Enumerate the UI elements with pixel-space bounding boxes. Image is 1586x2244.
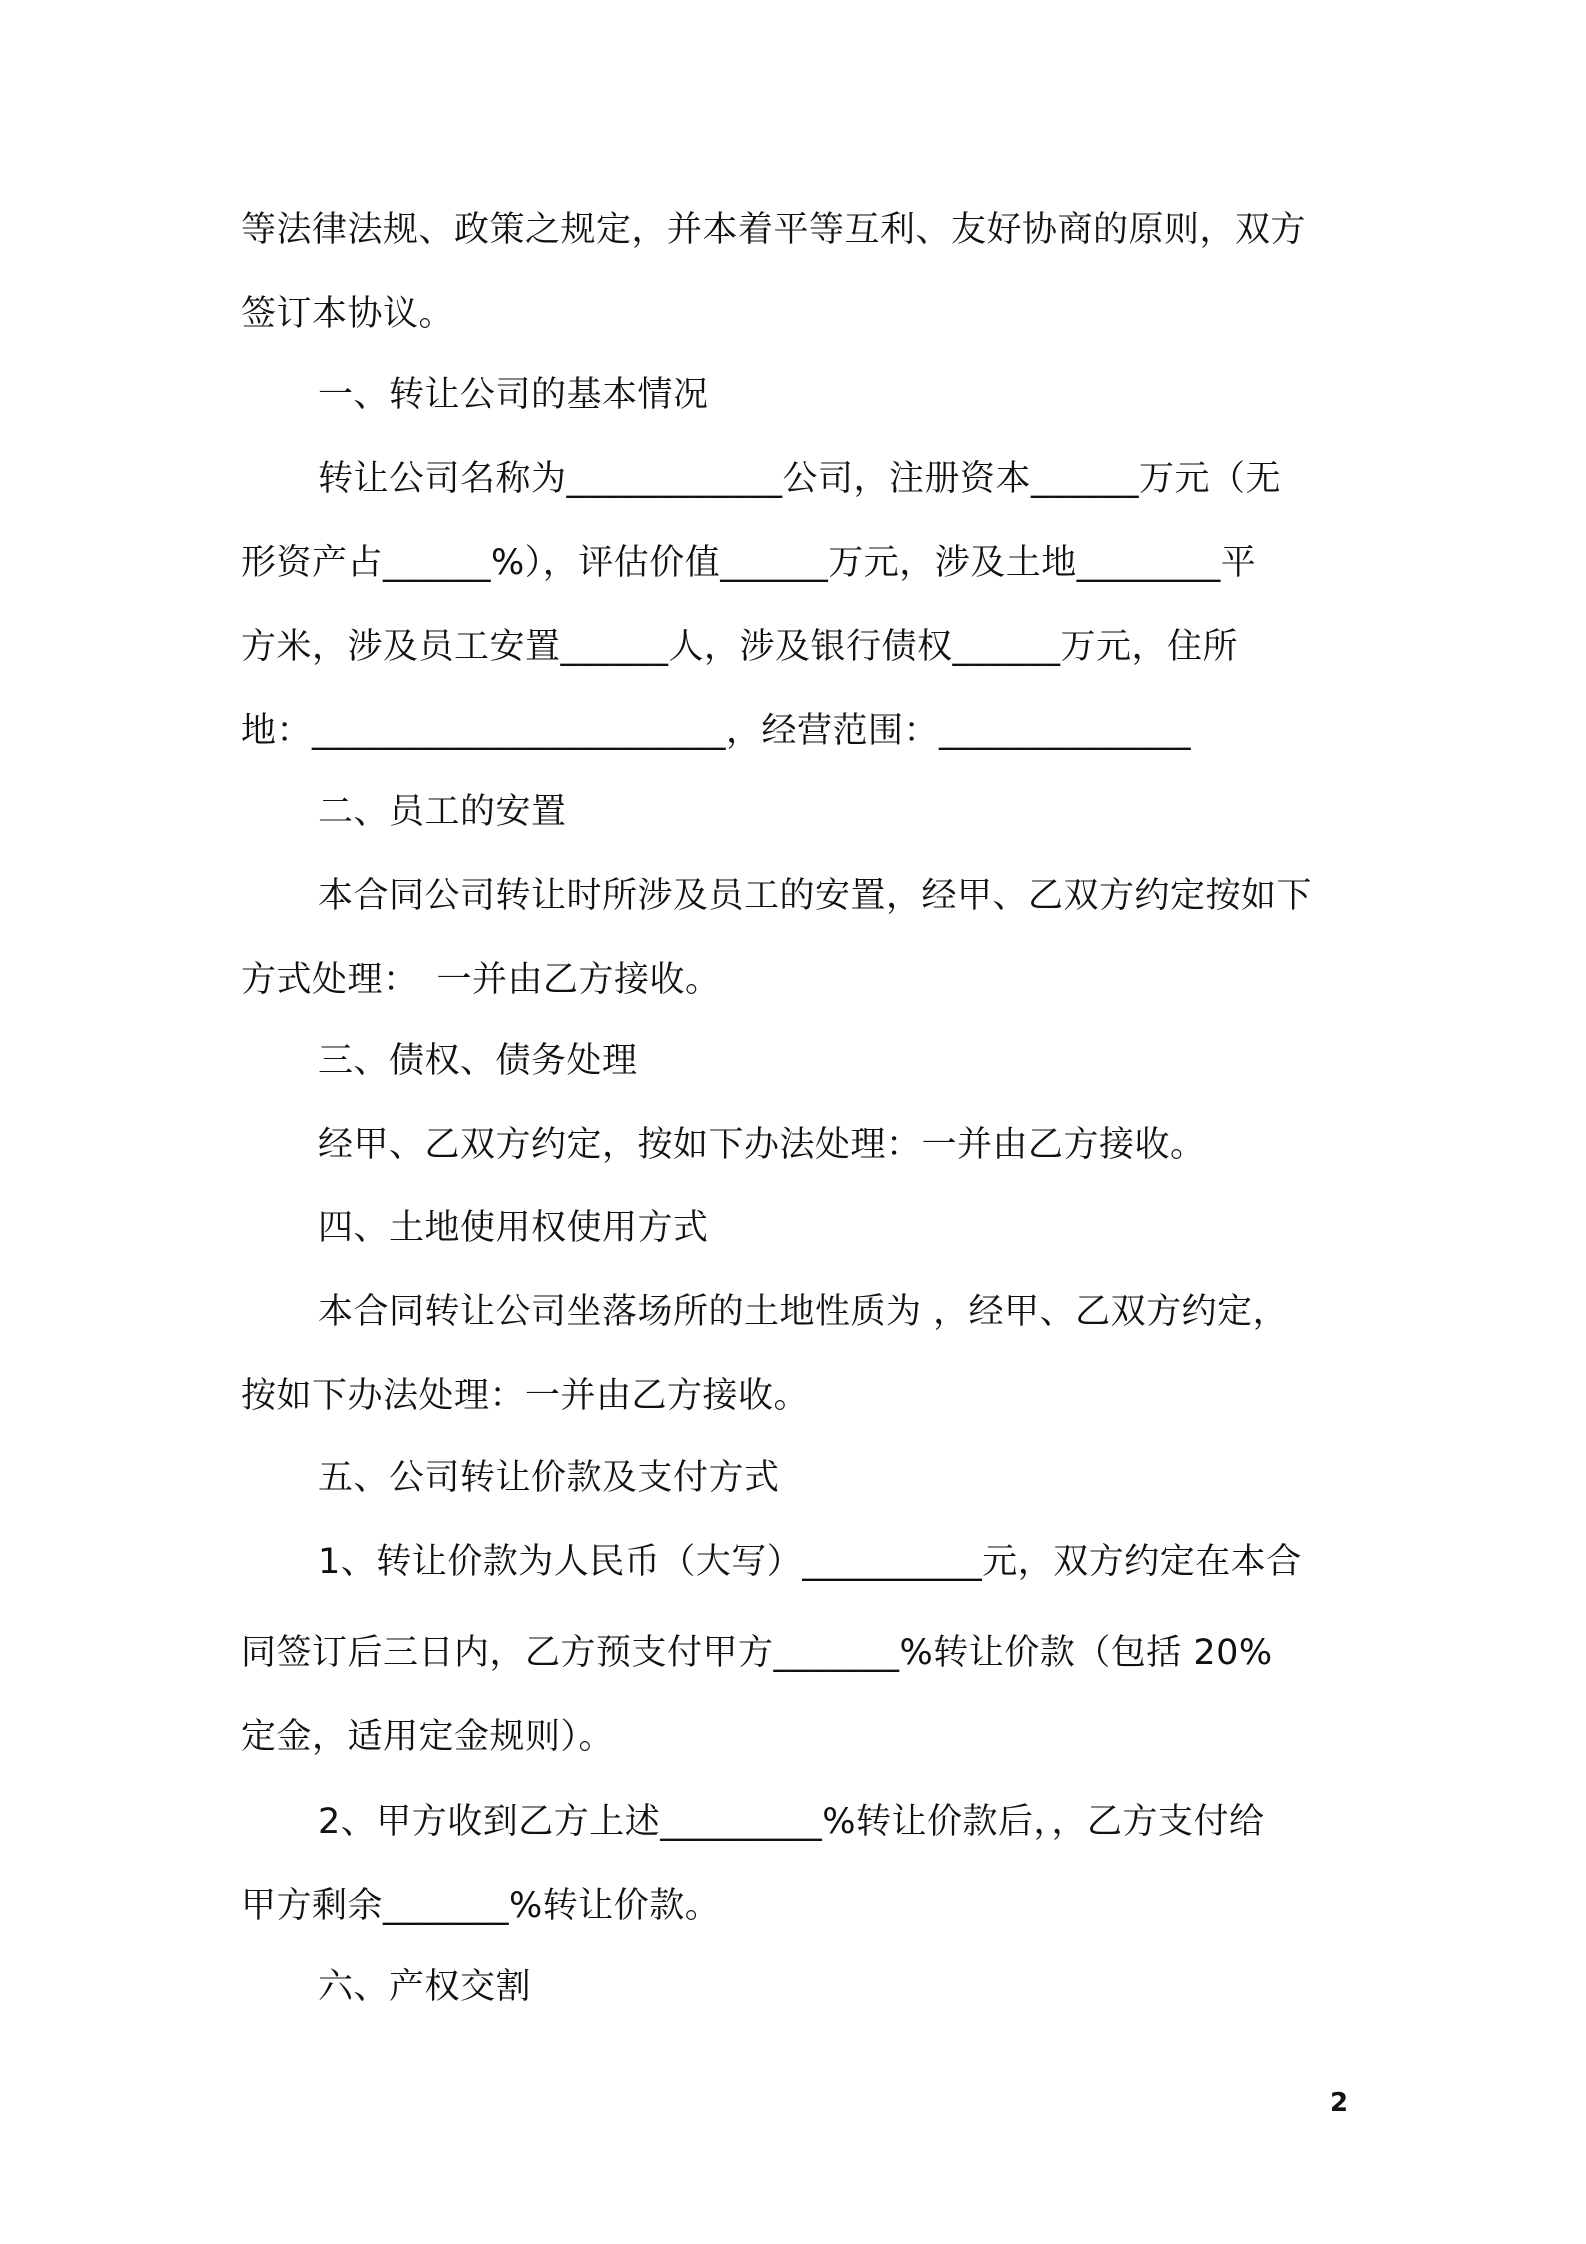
text-line-7: 地：_______________________，经营范围：______________ — [241, 711, 1192, 751]
text-line-15: 按如下办法处理：一并由乙方接收。 — [241, 1376, 810, 1416]
text-line-12: 经甲、乙双方约定，按如下办法处理：一并由乙方接收。 — [318, 1125, 1206, 1165]
text-line-5: 形资产占______%），评估价值______万元，涉及土地________平 — [241, 543, 1257, 583]
text-line-21: 甲方剩余_______%转让价款。 — [241, 1886, 721, 1926]
text-line-6: 方米，涉及员工安置______人，涉及银行债权______万元，住所 — [241, 627, 1239, 667]
text-line-1: 等法律法规、政策之规定，并本着平等互利、友好协商的原则，双方 — [241, 210, 1307, 250]
text-line-14: 本合同转让公司坐落场所的土地性质为 ，经甲、乙双方约定， — [318, 1292, 1289, 1332]
text-line-9: 本合同公司转让时所涉及员工的安置，经甲、乙双方约定按如下 — [318, 876, 1313, 916]
text-line-19: 定金，适用定金规则）。 — [241, 1717, 615, 1757]
text-line-18: 同签订后三日内，乙方预支付甲方_______%转让价款（包括 20% — [241, 1633, 1273, 1673]
section-heading-1: 一、转让公司的基本情况 — [318, 375, 709, 415]
page-number: 2 — [1330, 2088, 1349, 2118]
text-line-2: 签订本协议。 — [241, 294, 455, 334]
section-heading-2: 二、员工的安置 — [318, 792, 567, 832]
text-line-17: 1、转让价款为人民币（大写）__________元，双方约定在本合 — [318, 1542, 1302, 1582]
section-heading-6: 六、产权交割 — [318, 1967, 532, 2007]
text-line-20: 2、甲方收到乙方上述_________%转让价款后，，乙方支付给 — [318, 1802, 1265, 1842]
section-heading-3: 三、债权、债务处理 — [318, 1041, 638, 1081]
text-line-10: 方式处理： 一并由乙方接收。 — [241, 960, 721, 1000]
section-heading-5: 五、公司转让价款及支付方式 — [318, 1458, 780, 1498]
section-heading-4: 四、土地使用权使用方式 — [318, 1208, 709, 1248]
text-line-4: 转让公司名称为____________公司，注册资本______万元（无 — [318, 459, 1282, 499]
